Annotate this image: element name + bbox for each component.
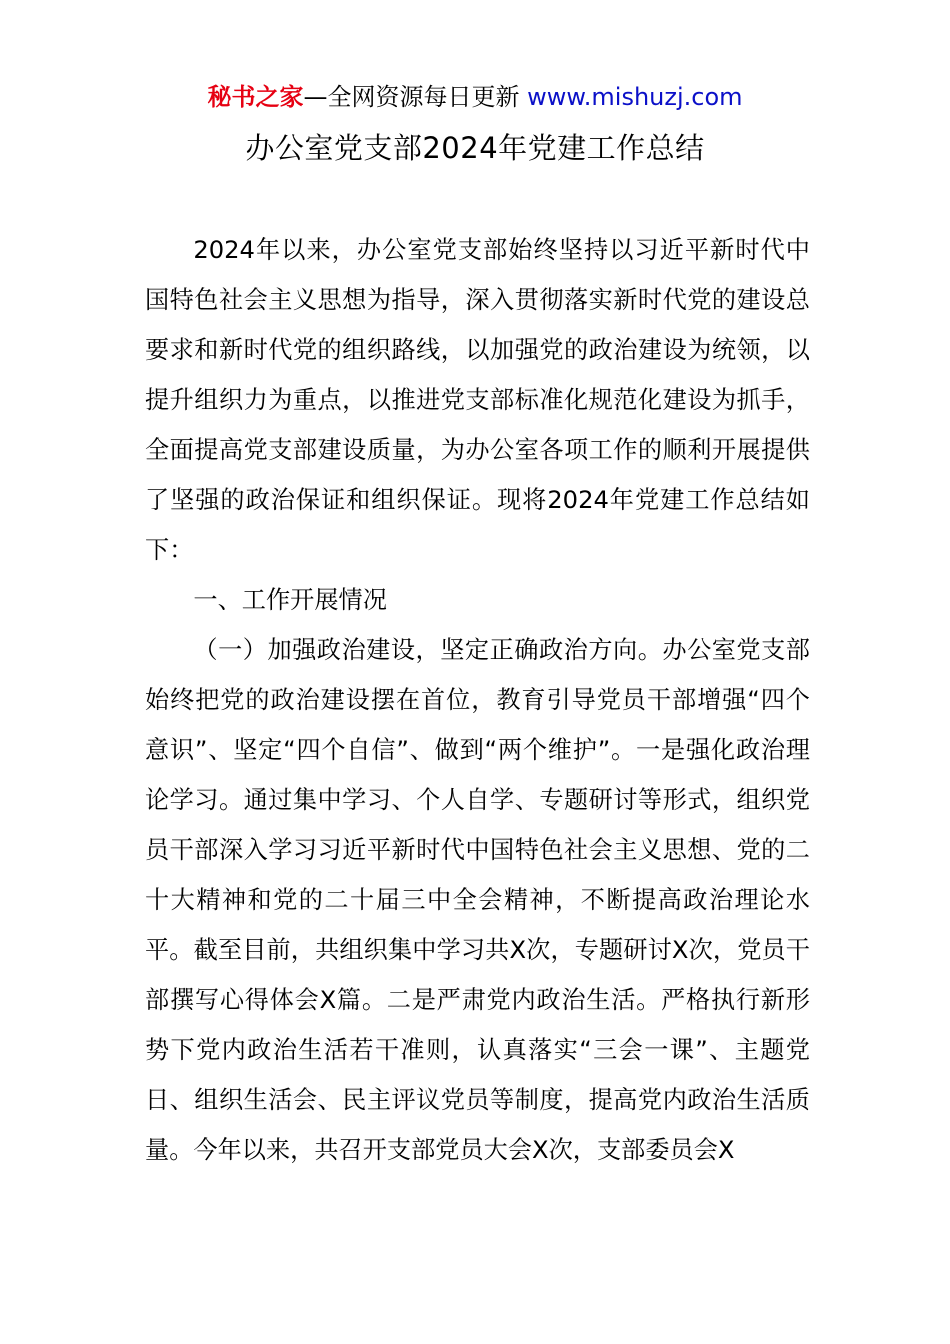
site-tagline: —全网资源每日更新 [303, 83, 528, 111]
body-paragraph: （一）加强政治建设，坚定正确政治方向。办公室党支部始终把党的政治建设摆在首位，教育引导党员干部增强“四个意识”、坚定“四个自信”、做到“两个维护”。一是强化政治理论学习。通过集中学习、个人自学、专题研讨等形式，组织党员干部深入学习习近平新时代中国特色社会主义思想、党的二十大精神和党的二十届三中全会精神，不断提高政治理论水平。截至目前，共组织集中学习共X次，专题研讨X次，党员干部撰写心得体会X篇。二是严肃党内政治生活。严格执行新形势下党内政治生活若干准则，认真落实“三会一课”、主题党日、组织生活会、民主评议党员等制度，提高党内政治生活质量。今年以来，共召开支部党员大会X次，支部委员会X [145, 636, 810, 1164]
site-brand-name: 秘书之家 [207, 83, 304, 111]
document-body [145, 225, 810, 1175]
document-title: 办公室党支部2024年党建工作总结 [245, 131, 705, 165]
intro-paragraph: 2024年以来，办公室党支部始终坚持以习近平新时代中国特色社会主义思想为指导，深入贯彻落实新时代党的建设总要求和新时代党的组织路线，以加强党的政治建设为统领，以提升组织力为重点，以推进党支部标准化规范化建设为抓手，全面提高党支部建设质量，为办公室各项工作的顺利开展提供了坚强的政治保证和组织保证。现将2024年党建工作总结如下： [145, 236, 810, 564]
site-url-link[interactable]: www.mishuzj.com [527, 83, 743, 111]
section-heading: 一、工作开展情况 [193, 586, 387, 614]
site-header [0, 80, 950, 114]
